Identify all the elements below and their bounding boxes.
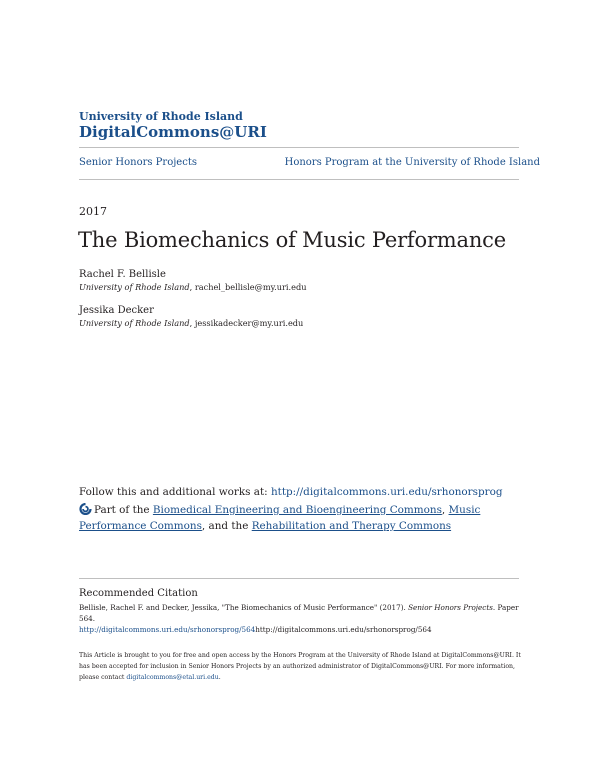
access-notice bbox=[79, 650, 524, 683]
honors-program-link[interactable]: Honors Program at the University of Rhode Island bbox=[284, 157, 540, 168]
author-email[interactable]: rachel_bellisle@my.uri.edu bbox=[194, 282, 307, 292]
notice-text: This Article is brought to you for free and open access by the Honors Program at the University of Rhode Island at DigitalCommons@URI. It has been accepted for inclusion in Senior Honors Projects by an authorized administrator of DigitalCommons@URI. For more information, please contact bbox=[79, 652, 521, 681]
part-of-separator: , bbox=[441, 504, 446, 516]
citation-suffix: . Paper 564. bbox=[79, 603, 519, 623]
senior-honors-projects-link[interactable]: Senior Honors Projects bbox=[79, 157, 197, 168]
author-name: Rachel F. Bellisle bbox=[79, 269, 166, 280]
citation-series: Senior Honors Projects bbox=[408, 603, 493, 612]
publication-year: 2017 bbox=[79, 205, 107, 218]
repository-name[interactable]: DigitalCommons@URI bbox=[79, 123, 267, 141]
part-of-prefix: Part of the bbox=[94, 504, 150, 516]
follow-url-link[interactable]: http://digitalcommons.uri.edu/srhonorsprog bbox=[270, 486, 503, 498]
author-email[interactable]: jessikadecker@my.uri.edu bbox=[194, 318, 304, 328]
citation-divider bbox=[79, 578, 519, 579]
network-logo-icon bbox=[79, 503, 92, 515]
biomedical-engineering-commons-link[interactable]: Biomedical Engineering and Bioengineering Commons bbox=[152, 504, 442, 516]
notice-end: . bbox=[218, 674, 221, 681]
author-affiliation: University of Rhode Island, rachel_bellisle@my.uri.edu bbox=[79, 282, 307, 292]
part-of-commons bbox=[79, 502, 519, 534]
citation-body bbox=[79, 602, 524, 635]
author-affiliation: University of Rhode Island, jessikadecker@my.uri.edu bbox=[79, 318, 304, 328]
part-of-separator: , and the bbox=[201, 520, 249, 532]
music-performance-commons-link[interactable]: Music Performance Commons bbox=[79, 504, 481, 532]
nav-divider bbox=[79, 179, 519, 180]
citation-heading: Recommended Citation bbox=[79, 588, 198, 599]
follow-prefix: Follow this and additional works at: bbox=[79, 486, 268, 498]
affiliation-institution: University of Rhode Island bbox=[79, 282, 190, 292]
rehabilitation-therapy-commons-link[interactable]: Rehabilitation and Therapy Commons bbox=[251, 520, 452, 532]
citation-trail: http://digitalcommons.uri.edu/srhonorsprog/564 bbox=[255, 625, 432, 634]
citation-link[interactable]: http://digitalcommons.uri.edu/srhonorsprog/564 bbox=[79, 625, 256, 634]
author-entry bbox=[79, 268, 307, 294]
author-entry bbox=[79, 304, 303, 330]
citation-text: Bellisle, Rachel F. and Decker, Jessika, "The Biomechanics of Music Performance" (2017). bbox=[79, 603, 406, 612]
follow-line bbox=[79, 486, 503, 498]
paper-title: The Biomechanics of Music Performance bbox=[78, 228, 506, 252]
author-name: Jessika Decker bbox=[79, 305, 154, 316]
institution-header bbox=[79, 110, 267, 141]
university-name: University of Rhode Island bbox=[79, 110, 243, 123]
contact-email-link[interactable]: digitalcommons@etal.uri.edu bbox=[126, 674, 219, 681]
top-divider bbox=[79, 147, 519, 148]
affiliation-institution: University of Rhode Island bbox=[79, 318, 190, 328]
